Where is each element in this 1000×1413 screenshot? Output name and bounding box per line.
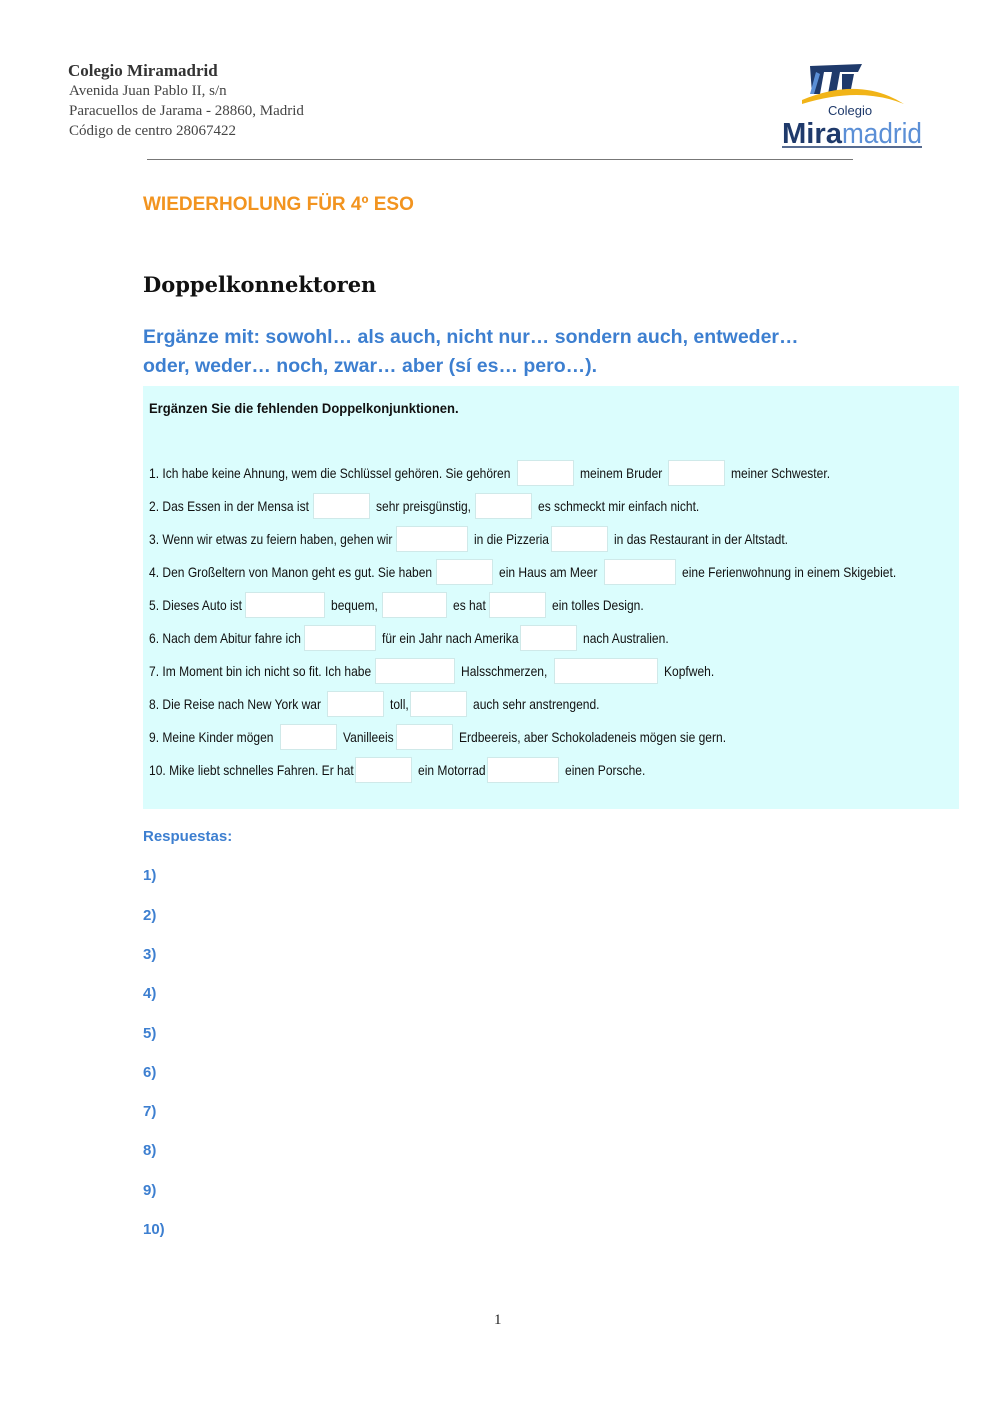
- answer-label-2: 2): [143, 907, 157, 924]
- sentence-text: ein Haus am Meer: [499, 564, 598, 580]
- blank-field[interactable]: [304, 625, 376, 651]
- sentence-text: auch sehr anstrengend.: [472, 696, 600, 712]
- blank-field[interactable]: [280, 724, 337, 750]
- sentence-text: in die Pizzeria: [474, 531, 549, 547]
- sentence-text: Vanilleeis: [342, 729, 394, 745]
- sentence-text: ein Motorrad: [418, 762, 486, 778]
- address-line-city: Paracuellos de Jarama - 28860, Madrid: [69, 103, 304, 119]
- exercise-sentence-8: [149, 693, 620, 715]
- blank-field[interactable]: [245, 592, 325, 618]
- worksheet-heading: Doppelkonnektoren: [143, 272, 377, 297]
- exercise-sentence-5: [149, 594, 658, 616]
- sentence-text: in das Restaurant in der Altstadt.: [614, 531, 789, 547]
- logo-word-colegio: Colegio: [828, 103, 873, 118]
- sentence-text: meinem Bruder: [580, 465, 663, 481]
- answer-label-3: 3): [143, 946, 157, 963]
- instruction-line: oder, weder… noch, zwar… aber (sí es… pero…).: [143, 355, 598, 377]
- blank-field[interactable]: [604, 559, 676, 585]
- sentence-text: 8. Die Reise nach New York war: [149, 696, 321, 712]
- sentence-text: es schmeckt mir einfach nicht.: [537, 498, 699, 514]
- sentence-text: 1. Ich habe keine Ahnung, wem die Schlüssel gehören. Sie gehören: [149, 465, 511, 481]
- blank-field[interactable]: [489, 592, 546, 618]
- answer-label-7: 7): [143, 1103, 157, 1120]
- exercise-sentence-9: [149, 726, 769, 748]
- answer-label-8: 8): [143, 1142, 157, 1159]
- worksheet-kicker: WIEDERHOLUNG FÜR 4º ESO: [143, 194, 414, 215]
- exercise-sentence-7: [149, 660, 722, 682]
- sentence-text: sehr preisgünstig,: [375, 498, 472, 514]
- sentence-text: 9. Meine Kinder mögen: [149, 729, 274, 745]
- sentence-text: ein tolles Design.: [551, 597, 644, 613]
- blank-field[interactable]: [375, 658, 455, 684]
- exercise-sentence-4: [149, 561, 931, 583]
- sentence-text: bequem,: [331, 597, 379, 613]
- sentence-text: 4. Den Großeltern von Manon geht es gut. Sie haben: [149, 564, 433, 580]
- blank-field[interactable]: [382, 592, 447, 618]
- blank-field[interactable]: [475, 493, 532, 519]
- sentence-text: 5. Dieses Auto ist: [149, 597, 243, 613]
- sentence-text: 6. Nach dem Abitur fahre ich: [149, 630, 301, 646]
- address-line-street: Avenida Juan Pablo II, s/n: [69, 83, 227, 99]
- blank-field[interactable]: [327, 691, 384, 717]
- school-name: Colegio Miramadrid: [68, 61, 218, 80]
- sentence-text: meiner Schwester.: [731, 465, 831, 481]
- sentence-text: Halsschmerzen,: [461, 663, 548, 679]
- sentence-text: nach Australien.: [583, 630, 670, 646]
- sentence-text: eine Ferienwohnung in einem Skigebiet.: [681, 564, 896, 580]
- header-divider: [147, 159, 853, 160]
- answer-label-1: 1): [143, 867, 157, 884]
- sentence-text: 7. Im Moment bin ich nicht so fit. Ich habe: [149, 663, 372, 679]
- sentence-text: 10. Mike liebt schnelles Fahren. Er hat: [149, 762, 354, 778]
- blank-field[interactable]: [436, 559, 493, 585]
- sentence-text: Kopfweh.: [663, 663, 714, 679]
- sentence-text: für ein Jahr nach Amerika: [381, 630, 519, 646]
- instruction-line: Ergänze mit: sowohl… als auch, nicht nur… sondern auch, entweder…: [143, 326, 799, 348]
- sentence-text: 3. Wenn wir etwas zu feiern haben, gehen wir: [149, 531, 393, 547]
- sentence-text: 2. Das Essen in der Mensa ist: [149, 498, 309, 514]
- blank-field[interactable]: [554, 658, 658, 684]
- logo-word-madrid: madrid: [842, 118, 922, 150]
- exercise-sentence-3: [149, 528, 817, 550]
- sentence-text: Erdbeereis, aber Schokoladeneis mögen sie gern.: [458, 729, 726, 745]
- page-number: 1: [494, 1312, 502, 1328]
- answers-title: Respuestas:: [143, 828, 233, 845]
- blank-field[interactable]: [355, 757, 412, 783]
- answer-label-6: 6): [143, 1064, 157, 1081]
- exercise-sentence-6: [149, 627, 683, 649]
- school-logo: [780, 60, 925, 152]
- answer-label-10: 10): [143, 1221, 165, 1238]
- instruction-text: [143, 323, 863, 381]
- blank-field[interactable]: [668, 460, 725, 486]
- answer-label-9: 9): [143, 1182, 157, 1199]
- blank-field[interactable]: [517, 460, 574, 486]
- blank-field[interactable]: [396, 526, 468, 552]
- answer-label-5: 5): [143, 1025, 157, 1042]
- blank-field[interactable]: [410, 691, 467, 717]
- exercise-sentence-1: [149, 462, 846, 484]
- blank-field[interactable]: [487, 757, 559, 783]
- exercise-title: Ergänzen Sie die fehlenden Doppelkonjunktionen.: [149, 400, 459, 416]
- answer-label-4: 4): [143, 985, 157, 1002]
- exercise-sentence-10: [149, 759, 658, 781]
- sentence-text: einen Porsche.: [564, 762, 646, 778]
- sentence-text: toll,: [390, 696, 409, 712]
- sentence-text: es hat: [452, 597, 486, 613]
- blank-field[interactable]: [520, 625, 577, 651]
- logo-word-mira: Mira: [782, 118, 843, 150]
- blank-field[interactable]: [551, 526, 608, 552]
- blank-field[interactable]: [396, 724, 453, 750]
- blank-field[interactable]: [313, 493, 370, 519]
- exercise-sentence-2: [149, 495, 725, 517]
- address-line-code: Código de centro 28067422: [69, 123, 237, 139]
- exercise-panel: [143, 386, 959, 809]
